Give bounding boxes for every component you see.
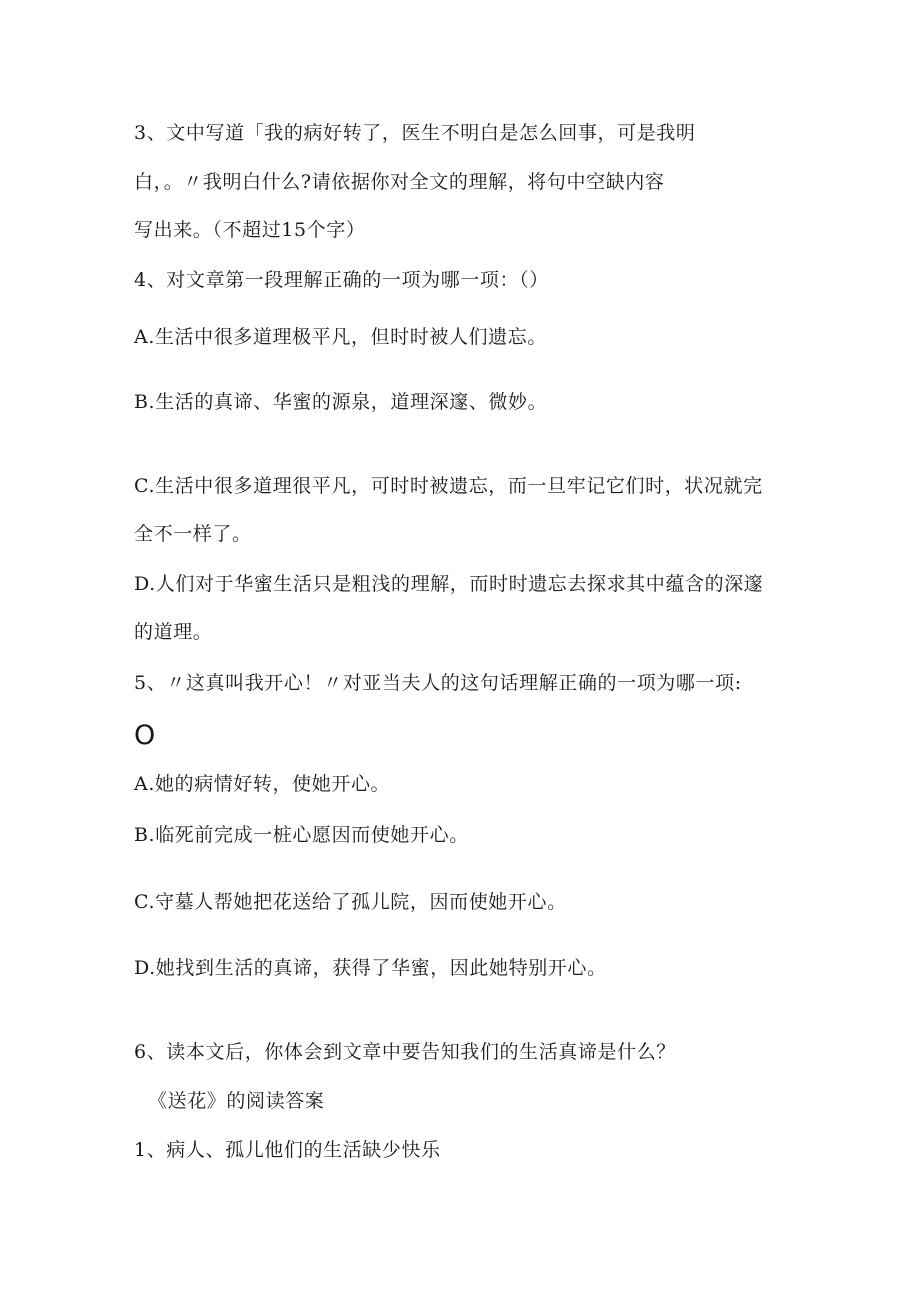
question-5-option-b: B.临死前完成一桩心愿因而使她开心。 (134, 824, 469, 846)
question-5-answer-blank: O (134, 720, 156, 751)
question-5-stem: 5、〃这真叫我开心！〃对亚当夫人的这句话理解正确的一项为哪一项: (134, 672, 742, 694)
question-5-option-a: A.她的病情好转，使她开心。 (134, 773, 391, 795)
question-4-option-c-line-1: C.生活中很多道理很平凡，可时时被遗忘，而一旦牢记它们时，状况就完 (134, 475, 763, 497)
answers-heading: 《送花》的阅读答案 (148, 1090, 325, 1112)
question-5-option-c: C.守墓人帮她把花送给了孤儿院，因而使她开心。 (134, 891, 567, 913)
question-4-stem: 4、对文章第一段理解正确的一项为哪一项：（） (134, 269, 549, 291)
question-4-option-b: B.生活的真谛、华蜜的源泉，道理深邃、微妙。 (134, 391, 548, 413)
question-4-option-a: A.生活中很多道理极平凡，但时时被人们遗忘。 (134, 326, 547, 348)
question-5-option-d: D.她找到生活的真谛，获得了华蜜，因此她特别开心。 (134, 957, 607, 979)
question-3-line-3: 写出来。（不超过15个字） (134, 219, 366, 241)
question-4-option-c-line-2: 全不一样了。 (134, 523, 252, 545)
answer-1: 1、病人、孤儿他们的生活缺少快乐 (134, 1139, 441, 1161)
question-6-stem: 6、读本文后，你体会到文章中要告知我们的生活真谛是什么？ (134, 1041, 676, 1063)
question-3-line-2: 白，。〃我明白什么?请依据你对全文的理解，将句中空缺内容 (134, 171, 665, 193)
question-4-option-d-line-1: D.人们对于华蜜生活只是粗浅的理解，而时时遗忘去探求其中蕴含的深邃 (134, 573, 764, 595)
question-3-line-1: 3、文中写道「我的病好转了，医生不明白是怎么回事，可是我明 (134, 122, 696, 144)
question-4-option-d-line-2: 的道理。 (134, 621, 213, 643)
